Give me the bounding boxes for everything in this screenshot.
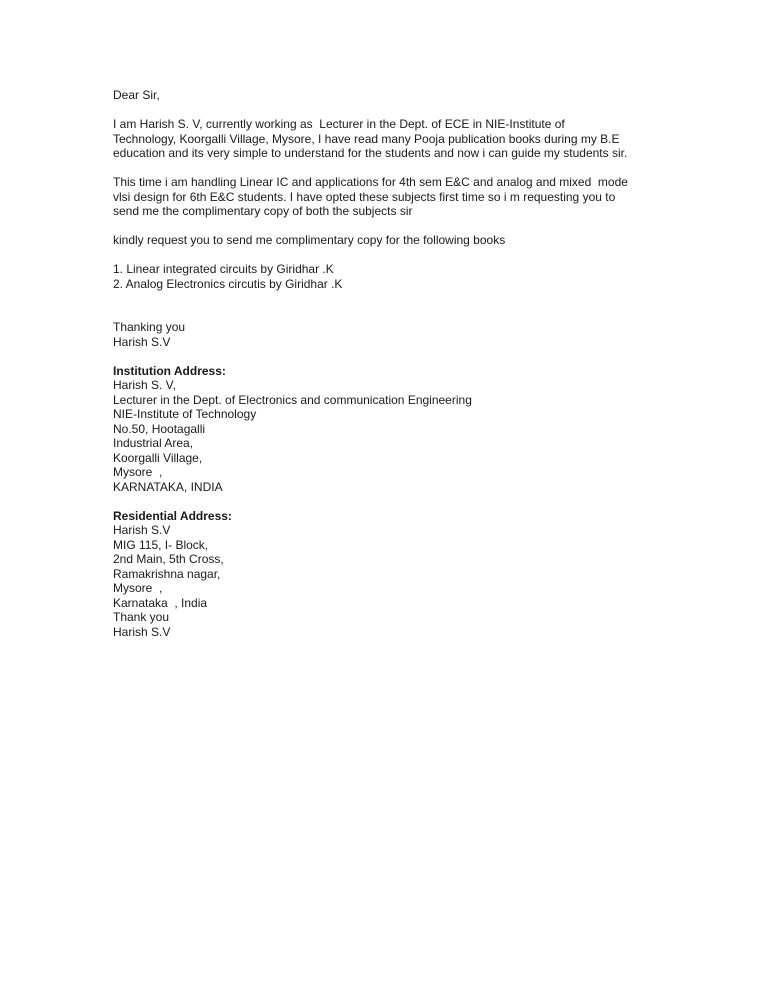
residential-address-heading: Residential Address: bbox=[113, 508, 232, 523]
paragraph-books-request: kindly request you to send me complimentary copy for the following books bbox=[113, 233, 506, 247]
letter-document bbox=[113, 88, 713, 639]
book-list-item: 2. Analog Electronics circutis by Giridhar .K bbox=[113, 276, 343, 291]
salutation: Dear Sir, bbox=[113, 88, 160, 102]
address-line: KARNATAKA, INDIA bbox=[113, 479, 223, 494]
address-line: Koorgalli Village, bbox=[113, 450, 203, 465]
closing: Thanking you bbox=[113, 320, 186, 334]
signature-line: Harish S.V bbox=[113, 624, 171, 639]
signature: Harish S.V bbox=[113, 334, 171, 349]
address-line: Mysore , bbox=[113, 465, 163, 479]
address-line: Ramakrishna nagar, bbox=[113, 566, 221, 581]
address-line: NIE-Institute of Technology bbox=[113, 407, 257, 421]
address-line: Lecturer in the Dept. of Electronics and communication Engineering bbox=[113, 392, 472, 407]
address-line: Karnataka , India bbox=[113, 595, 208, 610]
paragraph-line: Technology, Koorgalli Village, Mysore, I have read many Pooja publication books during my B.E bbox=[113, 131, 620, 146]
paragraph-line: This time i am handling Linear IC and applications for 4th sem E&C and analog and mixed mode bbox=[113, 175, 628, 189]
paragraph-request bbox=[113, 175, 713, 219]
book-list bbox=[113, 262, 713, 291]
address-line: 2nd Main, 5th Cross, bbox=[113, 552, 224, 566]
address-line: Industrial Area, bbox=[113, 436, 194, 450]
address-line: MIG 115, I- Block, bbox=[113, 537, 209, 552]
paragraph-intro bbox=[113, 117, 713, 161]
residential-address-block bbox=[113, 509, 713, 640]
address-line: Harish S. V, bbox=[113, 378, 176, 392]
paragraph-line: education and its very simple to understand for the students and now i can guide my students sir. bbox=[113, 146, 628, 160]
institution-address-block bbox=[113, 364, 713, 495]
closing-line: Thank you bbox=[113, 610, 170, 624]
paragraph-line: vlsi design for 6th E&C students. I have opted these subjects first time so i m requesting you to bbox=[113, 189, 616, 204]
institution-address-heading: Institution Address: bbox=[113, 363, 226, 378]
book-list-item: 1. Linear integrated circuits by Giridhar .K bbox=[113, 262, 334, 276]
address-line: Harish S.V bbox=[113, 523, 171, 537]
paragraph-line: I am Harish S. V, currently working as Lecturer in the Dept. of ECE in NIE-Institute of bbox=[113, 117, 565, 131]
address-line: Mysore , bbox=[113, 581, 163, 595]
address-line: No.50, Hootagalli bbox=[113, 421, 206, 436]
paragraph-line: send me the complimentary copy of both the subjects sir bbox=[113, 204, 413, 218]
